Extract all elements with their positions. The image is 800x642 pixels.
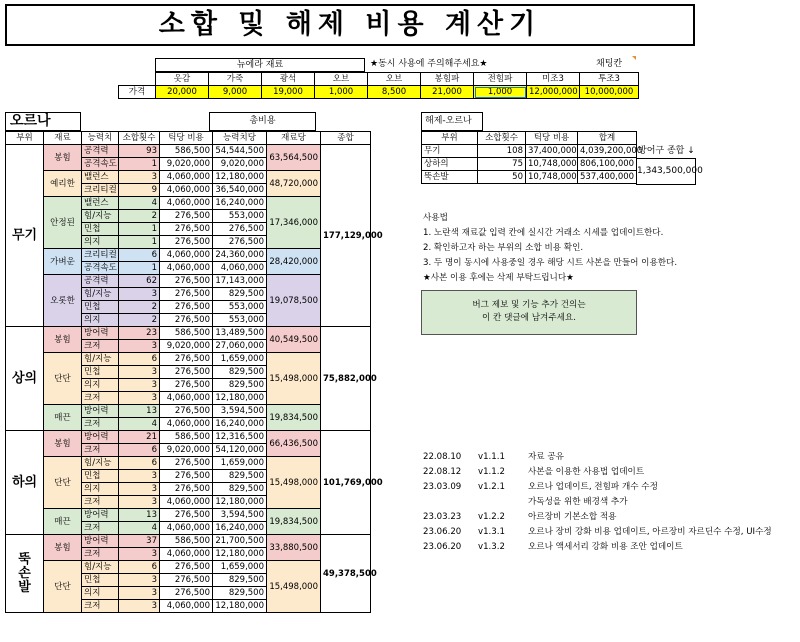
changelog-date: 23.06.20 — [423, 527, 462, 537]
orna-stat-cell: 의지 — [82, 587, 119, 600]
orna-part-cell: 무기 — [6, 145, 44, 327]
orna-tick-cost-cell: 4,060,000 — [160, 600, 213, 613]
orna-stat-cell: 크저 — [82, 392, 119, 405]
orna-header: 재료 — [44, 132, 82, 145]
orna-tick-cost-cell: 276,500 — [160, 483, 213, 496]
orna-row — [6, 535, 371, 548]
orna-count-cell[interactable]: 6 — [119, 353, 160, 366]
orna-tick-cost-cell: 9,020,000 — [160, 340, 213, 353]
orna-part-total-cell: 101,769,000 — [321, 431, 371, 535]
orna-stat-cost-cell: 553,000 — [213, 301, 267, 314]
orna-material-cost-cell: 15,498,000 — [267, 561, 321, 613]
orna-stat-cost-cell: 12,180,000 — [213, 171, 267, 184]
orna-material-cost-cell: 19,834,500 — [267, 509, 321, 535]
orna-tick-cost-cell: 276,500 — [160, 288, 213, 301]
orna-stat-cell: 크저 — [82, 496, 119, 509]
dismantle-header: 틱당 비용 — [526, 132, 578, 145]
changelog-date — [423, 495, 478, 510]
changelog-ver: v1.1.2 — [478, 467, 505, 477]
orna-count-cell[interactable]: 3 — [119, 548, 160, 561]
orna-stat-cell: 공격력 — [82, 145, 119, 158]
orna-count-cell[interactable]: 6 — [119, 444, 160, 457]
orna-stat-cost-cell: 12,316,500 — [213, 431, 267, 444]
price-corner — [119, 73, 156, 86]
orna-table — [5, 131, 383, 613]
changelog-ver: v1.1.1 — [478, 452, 505, 462]
orna-material-cost-cell: 40,549,500 — [267, 327, 321, 353]
orna-stat-cost-cell: 16,240,000 — [213, 418, 267, 431]
price-table — [118, 72, 639, 99]
price-input-cell[interactable]: 10,000,000 — [580, 86, 639, 99]
newera-material-label: 뉴에라 재료 — [155, 58, 365, 72]
channel-label: 채팅칸 — [596, 59, 623, 69]
price-input-cell[interactable]: 21,000 — [421, 86, 474, 99]
orna-tick-cost-cell: 4,060,000 — [160, 197, 213, 210]
dismantle-count: 108 — [478, 145, 526, 158]
dismantle-header-row — [422, 132, 637, 145]
orna-material-cost-cell: 66,436,500 — [267, 431, 321, 457]
orna-stat-cell: 크저 — [82, 418, 119, 431]
orna-tick-cost-cell: 276,500 — [160, 379, 213, 392]
orna-row — [6, 145, 371, 158]
price-input-cell[interactable]: 19,000 — [262, 86, 315, 99]
orna-count-cell[interactable]: 23 — [119, 327, 160, 340]
dismantle-sum: 4,039,200,000 — [578, 145, 637, 158]
orna-tick-cost-cell: 4,060,000 — [160, 392, 213, 405]
orna-stat-cost-cell: 4,060,000 — [213, 262, 267, 275]
changelog-ver: v1.3.2 — [478, 542, 505, 552]
orna-header: 틱당 비용 — [160, 132, 213, 145]
orna-stat-cell: 밸런스 — [82, 171, 119, 184]
orna-count-cell[interactable]: 3 — [119, 600, 160, 613]
orna-part-total-cell: 177,129,000 — [321, 145, 371, 327]
dismantle-title: 해제-오르나 — [421, 112, 483, 131]
orna-stat-cell: 크리티컬 — [82, 249, 119, 262]
orna-material-cost-cell: 17,346,000 — [267, 197, 321, 249]
dismantle-tick: 10,748,000 — [526, 158, 578, 171]
orna-count-cell[interactable]: 4 — [119, 418, 160, 431]
orna-stat-cost-cell: 21,700,500 — [213, 535, 267, 548]
orna-stat-cost-cell: 13,489,500 — [213, 327, 267, 340]
orna-count-cell[interactable]: 3 — [119, 587, 160, 600]
dismantle-row — [422, 158, 637, 171]
orna-stat-cost-cell: 12,180,000 — [213, 496, 267, 509]
dismantle-count: 75 — [478, 158, 526, 171]
changelog-desc: 오르나 장비 강화 비용 업데이트, 아르장비 자르딘수 수정, UI수정 — [528, 527, 772, 537]
orna-stat-cost-cell: 553,000 — [213, 314, 267, 327]
price-header: 광석 — [262, 73, 315, 86]
orna-tick-cost-cell: 276,500 — [160, 301, 213, 314]
orna-count-cell[interactable]: 37 — [119, 535, 160, 548]
price-value-row — [119, 86, 639, 99]
orna-stat-cell: 방어력 — [82, 327, 119, 340]
orna-tick-cost-cell: 9,020,000 — [160, 158, 213, 171]
orna-count-cell[interactable]: 13 — [119, 509, 160, 522]
usage-line: 3. 두 명이 동시에 사용중일 경우 해당 시트 사본을 만들어 이용한다. — [423, 258, 678, 268]
orna-count-cell[interactable]: 9 — [119, 184, 160, 197]
orna-count-cell[interactable]: 1 — [119, 236, 160, 249]
orna-stat-cost-cell: 276,500 — [213, 236, 267, 249]
concurrent-use-note: ★동시 사용에 주의해주세요★ — [370, 59, 488, 69]
changelog-row — [423, 525, 795, 540]
changelog-date: 23.03.09 — [423, 482, 462, 492]
orna-tick-cost-cell: 586,500 — [160, 431, 213, 444]
orna-material-cell: 단단 — [44, 561, 82, 613]
orna-count-cell[interactable]: 2 — [119, 301, 160, 314]
orna-header: 능력치당 — [213, 132, 267, 145]
orna-stat-cell: 의지 — [82, 379, 119, 392]
price-header: 오브 — [368, 73, 421, 86]
orna-stat-cost-cell: 9,020,000 — [213, 158, 267, 171]
orna-material-cell: 봉힘 — [44, 327, 82, 353]
dismantle-row — [422, 145, 637, 158]
changelog-row — [423, 495, 795, 510]
orna-stat-cost-cell: 553,000 — [213, 210, 267, 223]
orna-count-cell[interactable]: 1 — [119, 262, 160, 275]
orna-tick-cost-cell: 4,060,000 — [160, 522, 213, 535]
price-header: 미조3 — [527, 73, 580, 86]
orna-count-cell[interactable]: 4 — [119, 197, 160, 210]
orna-count-cell[interactable]: 6 — [119, 561, 160, 574]
orna-tick-cost-cell: 276,500 — [160, 587, 213, 600]
price-input-cell[interactable]: 9,000 — [209, 86, 262, 99]
changelog-ver — [478, 495, 528, 510]
price-header: 봉힘파 — [421, 73, 474, 86]
armor-total-value: 1,343,500,000 — [636, 158, 696, 185]
changelog-date: 23.03.23 — [423, 512, 462, 522]
dismantle-tick: 10,748,000 — [526, 171, 578, 184]
orna-tick-cost-cell: 276,500 — [160, 561, 213, 574]
orna-tick-cost-cell: 276,500 — [160, 366, 213, 379]
orna-stat-cell: 크저 — [82, 548, 119, 561]
orna-material-cell: 봉힘 — [44, 431, 82, 457]
orna-tick-cost-cell: 4,060,000 — [160, 262, 213, 275]
orna-stat-cost-cell: 829,500 — [213, 587, 267, 600]
orna-header: 능력치 — [82, 132, 119, 145]
price-header: 투조3 — [580, 73, 639, 86]
orna-stat-cost-cell: 54,120,000 — [213, 444, 267, 457]
orna-part-total-cell: 75,882,000 — [321, 327, 371, 431]
changelog-row — [423, 465, 795, 480]
changelog-desc: 자료 공유 — [528, 452, 564, 462]
orna-stat-cell: 의지 — [82, 483, 119, 496]
orna-stat-cost-cell: 829,500 — [213, 366, 267, 379]
orna-tick-cost-cell: 276,500 — [160, 210, 213, 223]
changelog-desc: 사본을 이용한 사용법 업데이트 — [528, 467, 645, 477]
orna-stat-cost-cell: 12,180,000 — [213, 548, 267, 561]
changelog-row — [423, 480, 795, 495]
orna-row — [6, 327, 371, 340]
orna-material-cell: 봉힘 — [44, 145, 82, 171]
orna-stat-cell: 방어력 — [82, 431, 119, 444]
bug-report-line: 이 칸 댓글에 남겨주세요. — [482, 313, 576, 323]
orna-tick-cost-cell: 276,500 — [160, 509, 213, 522]
orna-row — [6, 197, 371, 210]
orna-stat-cost-cell: 829,500 — [213, 470, 267, 483]
orna-stat-cost-cell: 829,500 — [213, 379, 267, 392]
orna-tick-cost-cell: 9,020,000 — [160, 444, 213, 457]
orna-tick-cost-cell: 276,500 — [160, 314, 213, 327]
changelog-date: 22.08.10 — [423, 452, 462, 462]
orna-row — [6, 509, 371, 522]
price-header: 가죽 — [209, 73, 262, 86]
orna-count-cell[interactable]: 21 — [119, 431, 160, 444]
orna-stat-cost-cell: 3,594,500 — [213, 405, 267, 418]
orna-material-cost-cell: 19,078,500 — [267, 275, 321, 327]
orna-header-row — [6, 132, 371, 145]
orna-header: 부위 — [6, 132, 44, 145]
orna-tick-cost-cell: 4,060,000 — [160, 171, 213, 184]
orna-tick-cost-cell: 276,500 — [160, 236, 213, 249]
orna-stat-cost-cell: 27,060,000 — [213, 340, 267, 353]
dismantle-header: 소합횟수 — [478, 132, 526, 145]
orna-stat-cost-cell: 16,240,000 — [213, 197, 267, 210]
orna-stat-cost-cell: 36,540,000 — [213, 184, 267, 197]
orna-tick-cost-cell: 276,500 — [160, 223, 213, 236]
orna-stat-cost-cell: 1,659,000 — [213, 457, 267, 470]
changelog-date: 22.08.12 — [423, 467, 462, 477]
changelog-desc: 오르나 업데이트, 전힘파 개수 수정 — [528, 482, 658, 492]
orna-count-cell[interactable]: 2 — [119, 210, 160, 223]
orna-material-cell: 가벼운 — [44, 249, 82, 275]
orna-stat-cell: 민첩 — [82, 574, 119, 587]
orna-stat-cell: 민첩 — [82, 366, 119, 379]
usage-block — [423, 211, 723, 286]
dismantle-part: 무기 — [422, 145, 478, 158]
orna-count-cell[interactable]: 2 — [119, 314, 160, 327]
orna-stat-cost-cell: 16,240,000 — [213, 522, 267, 535]
orna-stat-cost-cell: 24,360,000 — [213, 249, 267, 262]
orna-tick-cost-cell: 4,060,000 — [160, 548, 213, 561]
orna-stat-cell: 힘/지능 — [82, 288, 119, 301]
price-header: 전힘파 — [474, 73, 527, 86]
changelog-desc: 오르나 액세서리 강화 비용 조안 업데이트 — [528, 542, 683, 552]
orna-stat-cell: 크리티컬 — [82, 184, 119, 197]
orna-material-cost-cell: 48,720,000 — [267, 171, 321, 197]
orna-stat-cell: 공격속도 — [82, 262, 119, 275]
orna-tick-cost-cell: 4,060,000 — [160, 249, 213, 262]
orna-tick-cost-cell: 276,500 — [160, 574, 213, 587]
orna-count-cell[interactable]: 3 — [119, 496, 160, 509]
orna-stat-cell: 방어력 — [82, 535, 119, 548]
orna-count-cell[interactable]: 3 — [119, 171, 160, 184]
price-input-cell[interactable]: 20,000 — [156, 86, 209, 99]
orna-count-cell[interactable]: 3 — [119, 288, 160, 301]
orna-row — [6, 249, 371, 262]
orna-tick-cost-cell: 4,060,000 — [160, 418, 213, 431]
orna-part-total-cell: 49,378,500 — [321, 535, 371, 613]
orna-header: 종합 — [321, 132, 371, 145]
orna-tick-cost-cell: 276,500 — [160, 353, 213, 366]
orna-tick-cost-cell: 586,500 — [160, 327, 213, 340]
orna-row — [6, 171, 371, 184]
orna-material-cell: 안정된 — [44, 197, 82, 249]
bug-report-box[interactable] — [421, 290, 637, 335]
orna-row — [6, 431, 371, 444]
price-header: 옷감 — [156, 73, 209, 86]
orna-material-cost-cell: 63,564,500 — [267, 145, 321, 171]
orna-stat-cost-cell: 3,594,500 — [213, 509, 267, 522]
dismantle-part: 상하의 — [422, 158, 478, 171]
orna-material-cell: 예리한 — [44, 171, 82, 197]
dismantle-sum: 806,100,000 — [578, 158, 637, 171]
orna-stat-cost-cell: 1,659,000 — [213, 561, 267, 574]
orna-stat-cell: 방어력 — [82, 509, 119, 522]
orna-stat-cell: 방어력 — [82, 405, 119, 418]
orna-stat-cell: 힘/지능 — [82, 457, 119, 470]
orna-part-cell: 뚝손발 — [6, 535, 44, 613]
orna-material-cell: 단단 — [44, 353, 82, 405]
armor-total-label: 방어구 종합 ↓ — [638, 146, 695, 156]
orna-material-cell: 매끈 — [44, 509, 82, 535]
orna-stat-cell: 민첩 — [82, 470, 119, 483]
orna-stat-cell: 민첩 — [82, 223, 119, 236]
orna-material-cost-cell: 15,498,000 — [267, 457, 321, 509]
bug-report-line: 버그 제보 및 기능 추가 건의는 — [472, 300, 586, 310]
orna-stat-cell: 민첩 — [82, 301, 119, 314]
orna-material-cell: 봉힘 — [44, 535, 82, 561]
orna-stat-cell: 힘/지능 — [82, 561, 119, 574]
changelog-table — [423, 450, 795, 555]
orna-row — [6, 353, 371, 366]
usage-line: 1. 노란색 재료값 입력 칸에 실시간 거래소 시세를 업데이트한다. — [423, 228, 664, 238]
dismantle-row — [422, 171, 637, 184]
price-input-cell[interactable]: 8,500 — [368, 86, 421, 99]
orna-count-cell[interactable]: 62 — [119, 275, 160, 288]
changelog-desc: 가독성을 위한 배경색 추가 — [528, 497, 628, 507]
orna-stat-cell: 공격속도 — [82, 158, 119, 171]
orna-count-cell[interactable]: 3 — [119, 470, 160, 483]
orna-tick-cost-cell: 4,060,000 — [160, 184, 213, 197]
changelog-row — [423, 540, 795, 555]
orna-stat-cost-cell: 17,143,000 — [213, 275, 267, 288]
orna-stat-cell: 크저 — [82, 444, 119, 457]
page-title: 소합 및 해제 비용 계산기 — [5, 4, 695, 46]
orna-stat-cell: 힘/지능 — [82, 353, 119, 366]
orna-material-cost-cell: 19,834,500 — [267, 405, 321, 431]
orna-stat-cost-cell: 1,659,000 — [213, 353, 267, 366]
orna-count-cell[interactable]: 6 — [119, 457, 160, 470]
changelog-ver: v1.2.1 — [478, 482, 505, 492]
price-header: 오브 — [315, 73, 368, 86]
orna-stat-cost-cell: 829,500 — [213, 574, 267, 587]
comment-marker-icon — [632, 56, 636, 60]
total-cost-label: 총비용 — [209, 112, 316, 131]
dismantle-sum: 537,400,000 — [578, 171, 637, 184]
orna-stat-cost-cell: 54,544,500 — [213, 145, 267, 158]
orna-material-cost-cell: 33,880,500 — [267, 535, 321, 561]
dismantle-part: 뚝손발 — [422, 171, 478, 184]
orna-header: 소합횟수 — [119, 132, 160, 145]
changelog-ver: v1.3.1 — [478, 527, 505, 537]
price-input-cell-selected[interactable]: 1,000 — [474, 86, 527, 99]
dismantle-count: 50 — [478, 171, 526, 184]
orna-header: 재료당 — [267, 132, 321, 145]
changelog-date: 23.06.20 — [423, 542, 462, 552]
orna-stat-cell: 밸런스 — [82, 197, 119, 210]
orna-material-cell: 매끈 — [44, 405, 82, 431]
orna-tick-cost-cell: 586,500 — [160, 535, 213, 548]
orna-tick-cost-cell: 276,500 — [160, 275, 213, 288]
orna-row — [6, 405, 371, 418]
dismantle-tick: 37,400,000 — [526, 145, 578, 158]
orna-count-cell[interactable]: 3 — [119, 366, 160, 379]
orna-stat-cost-cell: 276,500 — [213, 223, 267, 236]
price-input-cell[interactable]: 12,000,000 — [527, 86, 580, 99]
orna-material-cost-cell: 28,420,000 — [267, 249, 321, 275]
orna-stat-cell: 공격력 — [82, 275, 119, 288]
orna-count-cell[interactable]: 93 — [119, 145, 160, 158]
orna-part-cell: 상의 — [6, 327, 44, 431]
orna-stat-cost-cell: 12,180,000 — [213, 600, 267, 613]
orna-row — [6, 457, 371, 470]
orna-count-cell[interactable]: 13 — [119, 405, 160, 418]
orna-part-cell: 하의 — [6, 431, 44, 535]
orna-count-cell[interactable]: 3 — [119, 379, 160, 392]
orna-stat-cell: 크저 — [82, 600, 119, 613]
orna-count-cell[interactable]: 6 — [119, 249, 160, 262]
orna-material-cell: 오롯한 — [44, 275, 82, 327]
orna-stat-cost-cell: 829,500 — [213, 288, 267, 301]
orna-count-cell[interactable]: 3 — [119, 574, 160, 587]
orna-tick-cost-cell: 276,500 — [160, 405, 213, 418]
orna-material-cost-cell: 15,498,000 — [267, 353, 321, 405]
orna-stat-cell: 의지 — [82, 236, 119, 249]
dismantle-table — [421, 131, 643, 184]
price-row-label: 가격 — [119, 86, 156, 99]
orna-stat-cell: 크저 — [82, 522, 119, 535]
orna-stat-cell: 의지 — [82, 314, 119, 327]
orna-count-cell[interactable]: 3 — [119, 392, 160, 405]
orna-title: 오르나 — [5, 112, 81, 131]
orna-tick-cost-cell: 586,500 — [160, 145, 213, 158]
orna-tick-cost-cell: 4,060,000 — [160, 496, 213, 509]
orna-stat-cost-cell: 12,180,000 — [213, 392, 267, 405]
orna-count-cell[interactable]: 1 — [119, 158, 160, 171]
price-input-cell[interactable]: 1,000 — [315, 86, 368, 99]
changelog-row — [423, 510, 795, 525]
usage-line: 2. 확인하고자 하는 부위의 소합 비용 확인. — [423, 243, 584, 253]
orna-material-cell: 단단 — [44, 457, 82, 509]
usage-line: ★사본 이용 후에는 삭제 부탁드립니다★ — [423, 273, 574, 283]
dismantle-header: 합계 — [578, 132, 637, 145]
orna-tick-cost-cell: 276,500 — [160, 457, 213, 470]
usage-title: 사용법 — [423, 213, 448, 223]
orna-count-cell[interactable]: 3 — [119, 483, 160, 496]
orna-row — [6, 561, 371, 574]
orna-stat-cell: 힘/지능 — [82, 210, 119, 223]
orna-stat-cost-cell: 829,500 — [213, 483, 267, 496]
changelog-desc: 아르장비 기본소합 적용 — [528, 512, 617, 522]
orna-row — [6, 275, 371, 288]
orna-stat-cell: 크저 — [82, 340, 119, 353]
orna-count-cell[interactable]: 4 — [119, 522, 160, 535]
orna-count-cell[interactable]: 1 — [119, 223, 160, 236]
changelog-row — [423, 450, 795, 465]
orna-count-cell[interactable]: 3 — [119, 340, 160, 353]
changelog-ver: v1.2.2 — [478, 512, 505, 522]
price-header-row — [119, 73, 639, 86]
dismantle-header: 부위 — [422, 132, 478, 145]
orna-tick-cost-cell: 276,500 — [160, 470, 213, 483]
